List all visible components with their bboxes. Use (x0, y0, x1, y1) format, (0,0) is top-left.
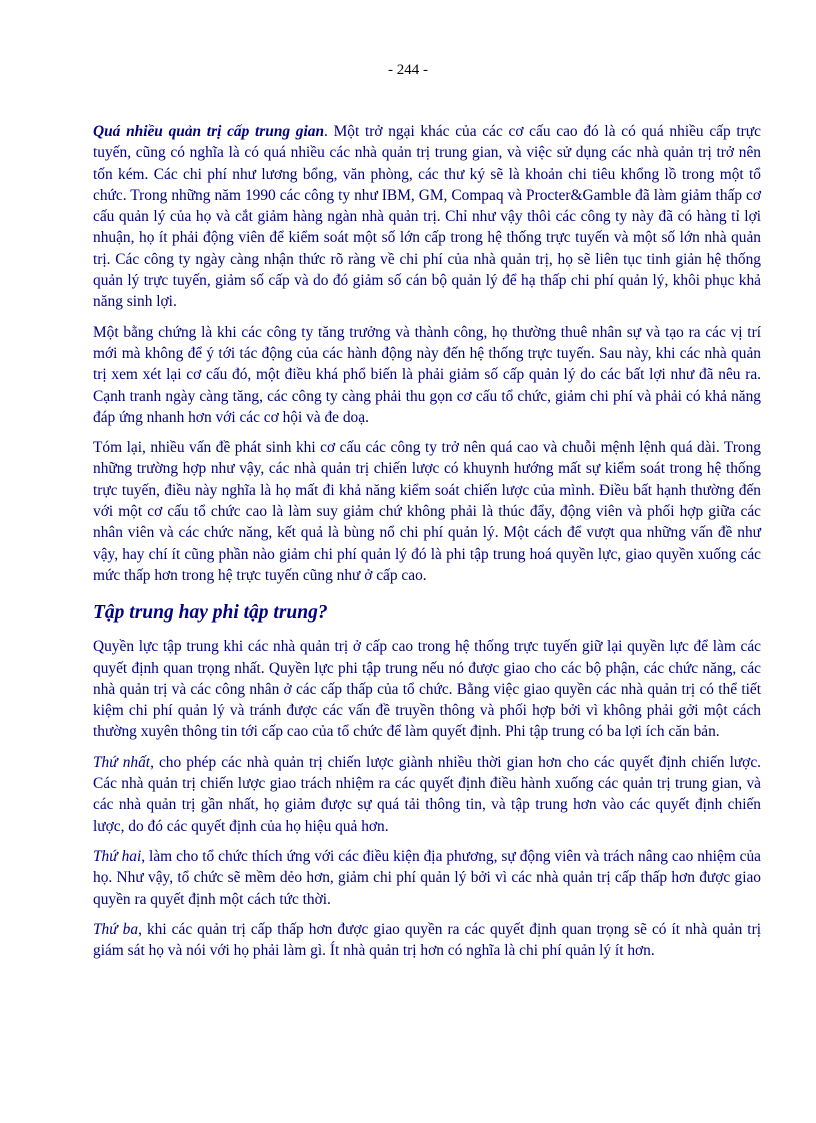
section-heading: Tập trung hay phi tập trung? (93, 602, 328, 624)
paragraph-centralization: Quyền lực tập trung khi các nhà quản trị ở cấp cao trong hệ thống trực tuyến giữ lại quyền lực để làm các quyết định quan trọng nhất. Quyền lực phi tập trung nếu nó được giao cho các bộ phận, các chức năng, các nhà quản trị và các công nhân ở các cấp thấp của tổ chức. Bằng việc giao quyền các nhà quản trị có thể tiết kiệm chi phí quản lý và tránh được các vấn đề truyền thông và phối hợp bởi vì không phải gởi một cách thường xuyên thông tin tới cấp cao của tổ chức để làm quyết định. Phi tập trung có ba lợi ích căn bản. (93, 638, 761, 741)
paragraph-first-benefit (93, 752, 761, 837)
paragraph-text: , khi các quản trị cấp thấp hơn được giao quyền ra các quyết định quan trọng sẽ có ít nhà quản trị giám sát họ và nói với họ phải làm gì. Ít nhà quản trị hơn có nghĩa là chi phí quản lý ít hơn. (93, 920, 761, 960)
paragraph-second-benefit (93, 846, 761, 910)
paragraph-lead-italic: Thứ nhất (93, 753, 151, 771)
paragraph-summary: Tóm lại, nhiều vấn đề phát sinh khi cơ cấu các công ty trở nên quá cao và chuỗi mệnh lệnh quá dài. Trong những trường hợp như vậy, các nhà quản trị chiến lược có khuynh hướng mất sự kiểm soát trong hệ thống trực tuyến, điều này nghĩa là họ mất đi khả năng kiểm soát chiến lược của mình. Điều bất hạnh thường đến với một cơ cấu tổ chức cao là làm suy giảm chứ không phải là thúc đẩy, động viên và phối hợp giữa các nhân viên và các chức năng, kết quả là bùng nổ chi phí quản lý. Một cách để vượt qua những vấn đề như vậy, hay chí ít cũng phần nào giảm chi phí quản lý đó là phi tập trung hoá quyền lực, giao quyền xuống các mức thấp hơn trong hệ trực tuyến cũng như ở cấp cao. (93, 439, 761, 584)
paragraph-text: , cho phép các nhà quản trị chiến lược giành nhiều thời gian hơn cho các quyết định chiến lược. Các nhà quản trị chiến lược giao trách nhiệm ra các quyết định điều hành xuống các quản trị trung gian, và các nhà quản trị gần nhất, họ giảm được sự quá tải thông tin, và tập trung hơn vào các quyết định chiến lược, do đó các quyết định của họ hiệu quả hơn. (93, 753, 761, 835)
paragraph-lead-italic: Thứ ba (93, 920, 139, 938)
paragraph-text: , làm cho tổ chức thích ứng với các điều kiện địa phương, sự động viên và trách nâng cao nhiệm của họ. Như vậy, tổ chức sẽ mềm dẻo hơn, giảm chi phí quản lý bởi vì các nhà quản trị cấp thấp hơn được giao quyền ra quyết định một cách tức thời. (93, 847, 761, 908)
page-number: - 244 - (388, 62, 428, 78)
paragraph-evidence: Một bằng chứng là khi các công ty tăng trưởng và thành công, họ thường thuê nhân sự và tạo ra các vị trí mới mà không để ý tới tác động của các hành động này đến hệ thống trực tuyến. Sau này, khi các nhà quản trị xem xét lại cơ cấu đó, một điều khá phổ biến là phải giảm số cấp quản lý do các bất lợi như đã nêu ra. Cạnh tranh ngày càng tăng, các công ty càng phải thu gọn cơ cấu tổ chức, giảm chi phí và phải có khả năng đáp ứng nhanh hơn với các cơ hội và đe doạ. (93, 323, 761, 426)
paragraph-lead-bold-italic: Quá nhiều quản trị cấp trung gian (93, 123, 325, 140)
paragraph-third-benefit (93, 919, 761, 962)
paragraph-lead-italic: Thứ hai (93, 847, 142, 865)
page-content (93, 121, 761, 961)
paragraph-text: . Một trở ngại khác của các cơ cấu cao đó là có quá nhiều cấp trực tuyến, cũng có nghĩa là có quá nhiều các nhà quản trị trung gian, và việc sử dụng các nhà quản trị trở nên tốn kém. Các chi phí như lương bổng, văn phòng, các thư ký sẽ là khoản chi tiêu khổng lồ trong một tổ chức. Trong những năm 1990 các công ty như IBM, GM, Compaq và Procter&Gamble đã làm giảm thấp cơ cấu quản lý của họ và cắt giảm hàng ngàn nhà quản trị. Chỉ như vậy thôi các công ty này đã có hàng tỉ lợi nhuận, họ ít phải động viên để kiểm soát một số lớn cấp trong hệ thống trực tuyến và một số lớn nhà quản trị. Các công ty ngày càng nhận thức rõ ràng về chi phí của nhà quản trị, họ sẽ liên tục tinh giản hệ thống quản lý trực tuyến, giảm số cấp và do đó giảm số cán bộ quản lý để hạ thấp chi phí quản lý, khôi phục khả năng sinh lợi. (93, 123, 761, 311)
paragraph-too-many-middle-managers (93, 121, 761, 313)
